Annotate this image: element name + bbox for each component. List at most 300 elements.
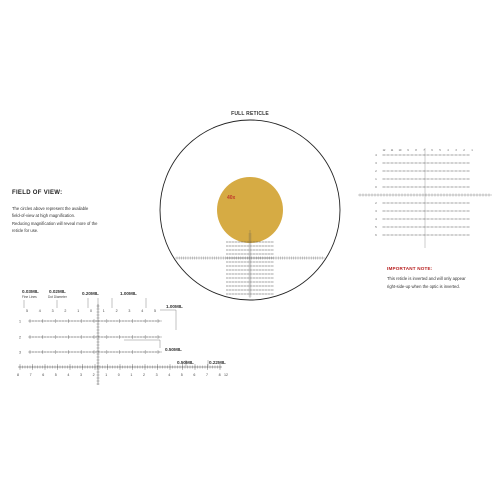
detail-dot — [134, 320, 135, 321]
detail-dot — [122, 336, 123, 337]
detail-dot — [59, 320, 60, 321]
tree-dot — [248, 278, 249, 279]
mini-dot — [460, 155, 461, 156]
tree-dot — [254, 246, 255, 247]
tree-dot — [260, 294, 261, 295]
tree-dot — [242, 262, 243, 263]
tree-dot — [254, 254, 255, 255]
mini-dot — [436, 227, 437, 228]
detail-dot — [146, 336, 147, 337]
tree-dot — [239, 242, 240, 243]
mini-dot — [420, 179, 421, 180]
mini-dot — [468, 155, 469, 156]
mini-dot — [412, 211, 413, 212]
mini-dot — [432, 171, 433, 172]
detail-dot — [38, 320, 39, 321]
tree-dot — [230, 242, 231, 243]
tree-dot — [230, 262, 231, 263]
tree-dot — [245, 270, 246, 271]
mini-top-number: 11 — [390, 149, 394, 152]
mini-dot — [460, 235, 461, 236]
mini-dot — [452, 211, 453, 212]
mini-dot — [440, 219, 441, 220]
tree-dot — [257, 286, 258, 287]
mini-dot — [416, 171, 417, 172]
detail-dot — [104, 320, 105, 321]
mini-dot — [468, 227, 469, 228]
tree-dot — [227, 290, 228, 291]
mini-dot — [468, 211, 469, 212]
tree-dot — [242, 286, 243, 287]
mini-top-number: 2 — [463, 149, 465, 152]
mini-dot — [464, 171, 465, 172]
mini-dot — [460, 179, 461, 180]
tree-dot — [269, 266, 270, 267]
mini-dot — [440, 203, 441, 204]
detail-dot — [86, 351, 87, 352]
mini-dot — [400, 187, 401, 188]
mini-dot — [436, 155, 437, 156]
mini-dot — [396, 203, 397, 204]
tree-dot — [245, 274, 246, 275]
detail-dot — [65, 320, 66, 321]
fov-line-1: The circles above represent the available — [12, 206, 89, 211]
mini-dot — [464, 227, 465, 228]
tree-dot — [233, 274, 234, 275]
fov-line-3: Reducing magnification will reveal more of the — [12, 221, 98, 226]
detail-dot — [92, 336, 93, 337]
detail-dot — [95, 336, 96, 337]
mini-dot — [436, 211, 437, 212]
mini-dot — [468, 203, 469, 204]
tree-dot — [233, 246, 234, 247]
mini-dot — [440, 187, 441, 188]
mini-dot — [400, 203, 401, 204]
detail-top-number: 1 — [102, 309, 105, 313]
mini-top-number: 10 — [398, 149, 402, 152]
note-heading: IMPORTANT NOTE: — [387, 266, 433, 271]
detail-bottom-number: 5 — [180, 373, 183, 377]
center-reticle-grid — [175, 230, 325, 298]
mini-dot — [404, 235, 405, 236]
tree-dot — [245, 254, 246, 255]
detail-dot — [95, 320, 96, 321]
detail-side-number: 1 — [19, 319, 21, 324]
mini-dot — [456, 187, 457, 188]
tree-dot — [230, 290, 231, 291]
tree-dot — [272, 266, 273, 267]
mini-dot — [424, 235, 425, 236]
mini-dot — [452, 155, 453, 156]
tree-dot — [257, 278, 258, 279]
tree-dot — [272, 246, 273, 247]
tree-dot — [254, 262, 255, 263]
detail-dot — [107, 351, 108, 352]
tree-dot — [233, 250, 234, 251]
mini-dot — [468, 219, 469, 220]
detail-dot — [80, 351, 81, 352]
dot-diameter-value: 0.02MIL — [49, 289, 66, 294]
tree-dot — [266, 262, 267, 263]
mini-dot — [420, 227, 421, 228]
mini-dot — [396, 219, 397, 220]
tree-dot — [236, 290, 237, 291]
mini-dot — [432, 219, 433, 220]
mini-dot — [412, 171, 413, 172]
tree-dot — [239, 262, 240, 263]
tree-dot — [254, 282, 255, 283]
mini-dot — [404, 227, 405, 228]
mini-dot — [428, 235, 429, 236]
mini-dot — [420, 187, 421, 188]
mini-dot — [412, 163, 413, 164]
detail-dot — [80, 320, 81, 321]
mini-dot — [440, 211, 441, 212]
detail-dot — [86, 336, 87, 337]
detail-dot — [32, 336, 33, 337]
mini-dot — [428, 227, 429, 228]
tree-dot — [248, 274, 249, 275]
detail-dot — [35, 336, 36, 337]
tree-dot — [245, 286, 246, 287]
tree-dot — [227, 266, 228, 267]
detail-dot — [80, 336, 81, 337]
mini-dot — [444, 187, 445, 188]
tree-dot — [248, 246, 249, 247]
mini-dot — [468, 171, 469, 172]
tree-dot — [227, 250, 228, 251]
mini-dot — [404, 171, 405, 172]
detail-dot — [125, 351, 126, 352]
tree-dot — [263, 286, 264, 287]
tree-dot — [266, 266, 267, 267]
tree-dot — [239, 270, 240, 271]
tree-dot — [230, 294, 231, 295]
spacing-label-c: 1.00MIL — [166, 304, 183, 309]
detail-dot — [59, 336, 60, 337]
tree-dot — [227, 282, 228, 283]
tree-dot — [239, 290, 240, 291]
tree-dot — [254, 274, 255, 275]
mini-dot — [448, 171, 449, 172]
detail-dot — [113, 336, 114, 337]
mini-dot — [424, 171, 425, 172]
tree-dot — [239, 274, 240, 275]
detail-bottom-number: 5 — [54, 373, 57, 377]
tree-dot — [269, 286, 270, 287]
mini-dot — [424, 187, 425, 188]
tree-dot — [230, 274, 231, 275]
tree-dot — [260, 266, 261, 267]
detail-dot — [149, 351, 150, 352]
tree-dot — [230, 254, 231, 255]
tree-dot — [233, 290, 234, 291]
tree-dot — [248, 258, 249, 259]
mini-row-number: 0 — [375, 186, 377, 189]
mini-row-number: 4 — [375, 218, 377, 221]
tree-dot — [227, 254, 228, 255]
detail-dot — [68, 320, 69, 321]
detail-dot — [152, 351, 153, 352]
mini-row-number: 4 — [375, 154, 377, 157]
mini-dot — [384, 155, 385, 156]
spacing-label-b: 1.00MIL — [120, 291, 137, 296]
detail-bottom-number: 2 — [92, 373, 95, 377]
mini-dot — [400, 235, 401, 236]
mini-dot — [452, 203, 453, 204]
tree-dot — [260, 290, 261, 291]
mini-dot — [424, 155, 425, 156]
mini-dot — [456, 227, 457, 228]
mini-dot — [420, 171, 421, 172]
tree-dot — [233, 262, 234, 263]
fov-line-2: field-of-view at high magnification. — [12, 213, 76, 218]
detail-dot — [116, 351, 117, 352]
tree-dot — [245, 282, 246, 283]
tree-dot — [272, 278, 273, 279]
tree-dot — [263, 254, 264, 255]
tree-dot — [233, 270, 234, 271]
tree-dot — [254, 290, 255, 291]
detail-dot — [140, 320, 141, 321]
tree-dot — [239, 294, 240, 295]
tree-dot — [266, 278, 267, 279]
mini-dot — [424, 219, 425, 220]
tree-dot — [266, 258, 267, 259]
tree-dot — [239, 254, 240, 255]
detail-dot — [158, 320, 159, 321]
mini-top-number: 5 — [439, 149, 441, 152]
mini-dot — [416, 227, 417, 228]
mini-dot — [384, 179, 385, 180]
detail-dot — [152, 320, 153, 321]
mini-dot — [460, 219, 461, 220]
mini-dot — [420, 155, 421, 156]
detail-dot — [44, 336, 45, 337]
tree-dot — [239, 278, 240, 279]
detail-dot — [62, 351, 63, 352]
mini-dot — [464, 163, 465, 164]
detail-dot — [56, 320, 57, 321]
tree-dot — [245, 246, 246, 247]
mini-dot — [396, 179, 397, 180]
mini-dot — [444, 203, 445, 204]
mini-dot — [432, 163, 433, 164]
mini-dot — [432, 203, 433, 204]
detail-top-number: 3 — [128, 309, 131, 313]
detail-dot — [143, 351, 144, 352]
detail-dot — [71, 351, 72, 352]
mini-dot — [428, 203, 429, 204]
detail-dot — [53, 336, 54, 337]
mini-dot — [396, 155, 397, 156]
tree-dot — [263, 294, 264, 295]
tree-dot — [248, 270, 249, 271]
detail-dot — [155, 351, 156, 352]
mini-row-number: 2 — [375, 202, 377, 205]
tree-dot — [269, 258, 270, 259]
mini-dot — [436, 163, 437, 164]
mini-dot — [452, 219, 453, 220]
tree-dot — [236, 266, 237, 267]
detail-dot — [35, 320, 36, 321]
tree-dot — [257, 242, 258, 243]
tree-dot — [254, 242, 255, 243]
detail-bottom-number: 6 — [193, 373, 196, 377]
tree-dot — [272, 270, 273, 271]
tree-dot — [239, 246, 240, 247]
tree-dot — [257, 274, 258, 275]
mini-dot — [396, 211, 397, 212]
mini-row-number: 2 — [375, 170, 377, 173]
tree-dot — [263, 258, 264, 259]
detail-top-number: 5 — [26, 309, 28, 313]
detail-side-number: 3 — [19, 350, 21, 355]
mini-dot — [448, 219, 449, 220]
tree-dot — [266, 250, 267, 251]
mini-dot — [400, 211, 401, 212]
mini-dot — [416, 235, 417, 236]
tree-dot — [254, 278, 255, 279]
mini-dot — [436, 171, 437, 172]
tree-dot — [263, 274, 264, 275]
mini-dot — [444, 211, 445, 212]
detail-dot — [158, 351, 159, 352]
tree-dot — [272, 294, 273, 295]
mini-dot — [388, 203, 389, 204]
detail-dot — [134, 336, 135, 337]
tree-dot — [230, 270, 231, 271]
note-line-2: right-side-up when the optic is inverted. — [387, 284, 460, 289]
mini-dot — [448, 179, 449, 180]
detail-dot — [137, 320, 138, 321]
tree-dot — [257, 294, 258, 295]
detail-dot — [152, 336, 153, 337]
tree-dot — [242, 250, 243, 251]
mini-dot — [444, 179, 445, 180]
reticle-title: FULL RETICLE — [231, 111, 269, 117]
tree-dot — [227, 278, 228, 279]
detail-bottom-number: 7 — [206, 373, 208, 377]
mini-dot — [400, 179, 401, 180]
mini-dot — [464, 203, 465, 204]
mini-dot — [440, 235, 441, 236]
tree-dot — [269, 274, 270, 275]
detail-top-number: 5 — [154, 309, 156, 313]
mini-dot — [444, 219, 445, 220]
mini-dot — [388, 171, 389, 172]
mini-dot — [420, 235, 421, 236]
tree-dot — [239, 258, 240, 259]
tree-dot — [242, 246, 243, 247]
detail-bottom-number: 8 — [17, 373, 19, 377]
tree-dot — [260, 242, 261, 243]
mini-dot — [440, 227, 441, 228]
detail-dot — [98, 351, 99, 352]
tree-dot — [236, 258, 237, 259]
tree-dot — [254, 258, 255, 259]
mini-dot — [396, 187, 397, 188]
mini-dot — [456, 179, 457, 180]
tree-dot — [266, 246, 267, 247]
detail-bottom-number: 1 — [130, 373, 133, 377]
tree-dot — [242, 282, 243, 283]
mini-dot — [432, 179, 433, 180]
tree-dot — [260, 274, 261, 275]
detail-top-number: 1 — [77, 309, 80, 313]
detail-top-number: 4 — [38, 309, 41, 313]
mini-dot — [404, 187, 405, 188]
tree-dot — [227, 262, 228, 263]
tree-dot — [245, 242, 246, 243]
mini-dot — [408, 211, 409, 212]
detail-dot — [32, 351, 33, 352]
tree-dot — [230, 246, 231, 247]
detail-dot — [44, 351, 45, 352]
mini-dot — [440, 171, 441, 172]
tree-dot — [269, 290, 270, 291]
mini-dot — [412, 227, 413, 228]
tree-dot — [266, 242, 267, 243]
mini-dot — [404, 155, 405, 156]
tree-dot — [263, 266, 264, 267]
mini-dot — [436, 187, 437, 188]
mini-dot — [424, 211, 425, 212]
tree-dot — [272, 254, 273, 255]
mini-dot — [396, 171, 397, 172]
detail-dot — [77, 320, 78, 321]
mini-dot — [448, 211, 449, 212]
tree-dot — [230, 286, 231, 287]
detail-dot — [74, 351, 75, 352]
detail-dot — [155, 336, 156, 337]
detail-bottom-number: 7 — [29, 373, 32, 377]
mini-dot — [468, 179, 469, 180]
detail-dot — [113, 351, 114, 352]
detail-dot — [104, 336, 105, 337]
spacing-label-e: 0.50MIL — [177, 360, 194, 365]
mini-dot — [428, 179, 429, 180]
detail-dot — [116, 320, 117, 321]
tree-dot — [242, 242, 243, 243]
tree-dot — [266, 274, 267, 275]
tree-dot — [254, 294, 255, 295]
mini-dot — [416, 219, 417, 220]
tree-dot — [254, 286, 255, 287]
mini-dot — [396, 227, 397, 228]
mini-dot — [428, 187, 429, 188]
mini-dot — [384, 187, 385, 188]
mini-dot — [388, 219, 389, 220]
tree-dot — [245, 278, 246, 279]
detail-dot — [83, 351, 84, 352]
mini-top-number: 6 — [431, 149, 433, 152]
mini-dot — [420, 203, 421, 204]
detail-dot — [110, 336, 111, 337]
tree-dot — [239, 282, 240, 283]
detail-dot — [77, 351, 78, 352]
detail-dot — [95, 351, 96, 352]
mini-dot — [424, 179, 425, 180]
mini-dot — [392, 171, 393, 172]
mini-dot — [388, 179, 389, 180]
mini-dot — [428, 163, 429, 164]
mini-dot — [436, 203, 437, 204]
detail-dot — [149, 320, 150, 321]
detail-dot — [47, 351, 48, 352]
tree-dot — [245, 290, 246, 291]
tree-dot — [242, 270, 243, 271]
